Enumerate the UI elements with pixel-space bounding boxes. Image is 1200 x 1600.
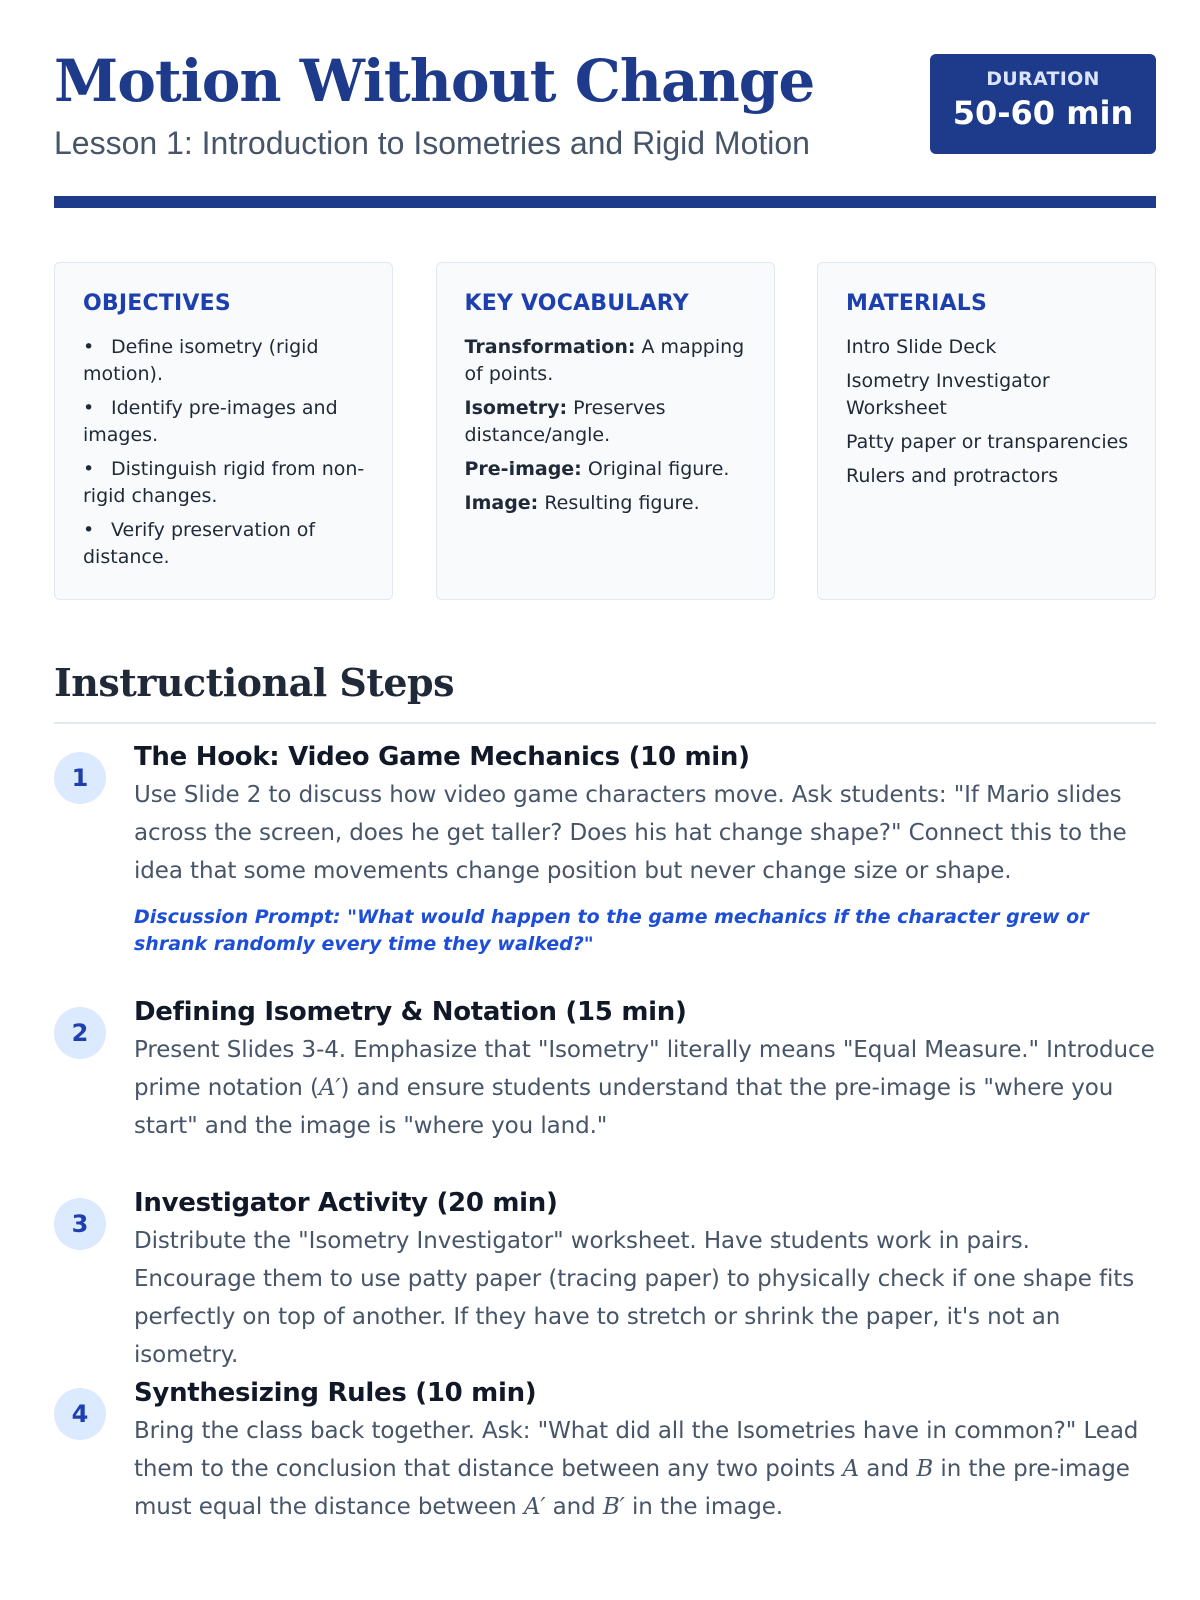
math-symbol: A′ <box>318 1075 341 1101</box>
objectives-heading: OBJECTIVES <box>83 291 231 316</box>
vocabulary-definition: A mapping of points. <box>464 336 745 385</box>
material-item: Intro Slide Deck <box>846 336 997 358</box>
vocabulary-term: Image: <box>464 492 539 514</box>
step-text-segment: and <box>545 1494 603 1520</box>
lesson-subtitle: Lesson 1: Introduction to Isometries and Rigid Motion <box>54 125 810 161</box>
vocabulary-heading: KEY VOCABULARY <box>464 291 689 316</box>
steps-heading: Instructional Steps <box>54 660 455 705</box>
discussion-prompt: Discussion Prompt: "What would happen to the game mechanics if the character grew or shrank randomly every time they walked?" <box>134 906 1089 955</box>
step-number-badge: 1 <box>54 752 106 804</box>
math-symbol: B <box>916 1456 934 1482</box>
info-cards <box>54 262 1156 602</box>
step-body <box>134 740 1156 958</box>
step-description <box>134 1031 1156 1145</box>
lesson-title: Motion Without Change <box>54 47 815 115</box>
vocabulary-item <box>465 395 748 449</box>
objective-item: • Verify preservation of distance. <box>83 517 366 571</box>
vocabulary-item <box>465 334 748 388</box>
step-title: Synthesizing Rules (10 min) <box>134 1378 537 1408</box>
vocabulary-item <box>465 456 748 483</box>
objective-item: • Distinguish rigid from non-rigid changes. <box>83 456 366 510</box>
steps-divider <box>54 722 1156 724</box>
step-body <box>134 1376 1156 1526</box>
math-symbol: A′ <box>523 1494 546 1520</box>
header-divider <box>54 196 1156 208</box>
objectives-list <box>83 334 366 571</box>
objective-item: • Define isometry (rigid motion). <box>83 334 366 388</box>
objective-item: • Identify pre-images and images. <box>83 395 366 449</box>
vocabulary-definition: Original figure. <box>581 458 730 480</box>
vocabulary-card <box>436 262 775 600</box>
step-number-badge: 3 <box>54 1198 106 1250</box>
vocabulary-item <box>465 490 748 517</box>
step-description <box>134 1412 1156 1526</box>
objectives-card <box>54 262 393 600</box>
step-text-segment: and <box>859 1456 917 1482</box>
step-body <box>134 1186 1156 1374</box>
step-description: Use Slide 2 to discuss how video game characters move. Ask students: "If Mario slides across the screen, does he get taller? Does his hat change shape?" Connect this to the idea that some movements change position but never change size or shape. <box>134 782 1127 884</box>
duration-label: DURATION <box>986 68 1100 90</box>
materials-card <box>817 262 1156 600</box>
step-description: Distribute the "Isometry Investigator" worksheet. Have students work in pairs. Encourage them to use patty paper (tracing paper) to physically check if one shape fits perfectly on top of another. If they have to stretch or shrink the paper, it's not an isometry. <box>134 1228 1135 1368</box>
lesson-header <box>54 0 1156 210</box>
duration-badge <box>930 54 1156 154</box>
material-item: Rulers and protractors <box>846 465 1059 487</box>
duration-value: 50-60 min <box>952 94 1134 132</box>
step-number-badge: 2 <box>54 1007 106 1059</box>
materials-heading: MATERIALS <box>846 291 988 316</box>
vocabulary-list <box>465 334 748 517</box>
step-body <box>134 995 1156 1145</box>
step-text-segment: in the pre-image must equal the distance between <box>134 1456 1130 1520</box>
materials-list <box>846 334 1129 490</box>
step-text-segment: Bring the class back together. Ask: "What did all the Isometries have in common?" Lead them to the conclusion that distance between any two points <box>134 1418 1139 1482</box>
lesson-plan-page <box>54 0 1156 1520</box>
vocabulary-term: Transformation: <box>464 336 636 358</box>
math-symbol: A <box>842 1456 859 1482</box>
vocabulary-term: Isometry: <box>464 397 568 419</box>
step-title: Defining Isometry & Notation (15 min) <box>134 997 687 1027</box>
math-symbol: B′ <box>602 1494 625 1520</box>
vocabulary-definition: Preserves distance/angle. <box>464 397 666 446</box>
step-text-segment: Present Slides 3-4. Emphasize that "Isometry" literally means "Equal Measure." Introduce prime notation ( <box>134 1037 1155 1101</box>
step-text-segment: in the image. <box>624 1494 783 1520</box>
vocabulary-definition: Resulting figure. <box>538 492 700 514</box>
step-number-badge: 4 <box>54 1388 106 1440</box>
step-text-segment: ) and ensure students understand that the pre-image is "where you start" and the image is "where you land." <box>134 1075 1114 1139</box>
material-item: Patty paper or transparencies <box>846 431 1129 453</box>
material-item: Isometry Investigator Worksheet <box>846 370 1050 419</box>
step-title: Investigator Activity (20 min) <box>134 1188 558 1218</box>
step-title: The Hook: Video Game Mechanics (10 min) <box>134 742 750 772</box>
vocabulary-term: Pre-image: <box>464 458 582 480</box>
